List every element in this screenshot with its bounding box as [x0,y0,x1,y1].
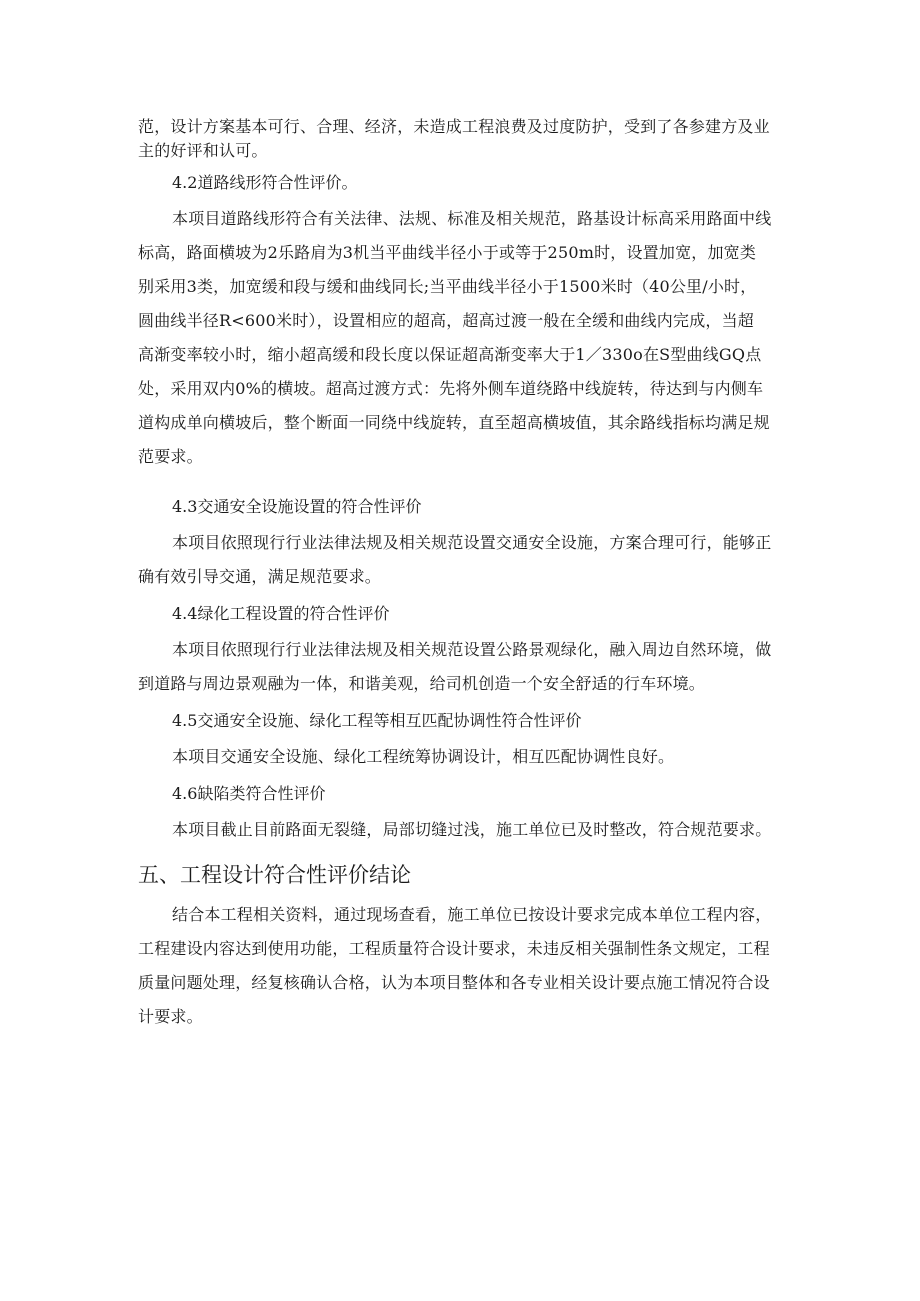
text-line: 别采用3类，加宽缓和段与缓和曲线同长;当平曲线半径小于1500米时（40公里/小时， [138,277,757,296]
paragraph-4-2 [138,202,771,474]
text-line: 本项目道路线形符合有关法律、法规、标准及相关规范，路基设计标高采用路面中线 [172,209,772,228]
paragraph-4-6 [138,813,771,847]
paragraph-4-5 [138,740,674,774]
text-line: 确有效引导交通，满足规范要求。 [138,567,382,586]
heading-4-5: 4.5交通安全设施、绿化工程等相互匹配协调性符合性评价 [172,711,582,730]
section-title-5: 五、工程设计符合性评价结论 [138,863,411,887]
text-line: 范，设计方案基本可行、合理、经济，未造成工程浪费及过度防护，受到了各参建方及业 [138,117,770,136]
text-line: 到道路与周边景观融为一体，和谐美观，给司机创造一个安全舒适的行车环境。 [138,674,706,693]
text-line: 本项目依照现行行业法律法规及相关规范设置交通安全设施，方案合理可行，能够正 [172,533,772,552]
text-line: 本项目截止目前路面无裂缝，局部切缝过浅，施工单位已及时整改，符合规范要求。 [172,820,772,839]
text-line: 道构成单向横坡后，整个断面一同绕中线旋转，直至超高横坡值，其余路线指标均满足规 [138,413,770,432]
text-line: 计要求。 [138,1007,203,1026]
text-line: 处，采用双内0%的横坡。超高过渡方式：先将外侧车道绕路中线旋转，待达到与内侧车 [138,379,764,398]
text-line: 范要求。 [138,447,203,466]
heading-4-3: 4.3交通安全设施设置的符合性评价 [172,497,422,516]
intro-paragraph [138,110,770,168]
text-line: 本项目依照现行行业法律法规及相关规范设置公路景观绿化，融入周边自然环境，做 [172,640,772,659]
heading-4-6: 4.6缺陷类符合性评价 [172,784,326,803]
text-line: 圆曲线半径R<600米时），设置相应的超高，超高过渡一般在全缓和曲线内完成，当超 [138,311,754,330]
paragraph-5 [138,898,771,1034]
paragraph-4-4 [138,633,771,701]
text-line: 高渐变率较小时，缩小超高缓和段长度以保证超高渐变率大于1／330o在S型曲线GQ点 [138,345,762,364]
text-line: 主的好评和认可。 [138,141,268,160]
heading-4-2: 4.2道路线形符合性评价。 [172,173,358,192]
text-line: 本项目交通安全设施、绿化工程统筹协调设计，相互匹配协调性良好。 [172,747,675,766]
text-line: 标高，路面横坡为2乐路肩为3机当平曲线半径小于或等于250m时，设置加宽，加宽类 [138,243,757,262]
text-line: 结合本工程相关资料，通过现场查看，施工单位已按设计要求完成本单位工程内容， [172,905,772,924]
heading-4-4: 4.4绿化工程设置的符合性评价 [172,604,390,623]
paragraph-4-3 [138,526,771,594]
text-line: 质量问题处理，经复核确认合格，认为本项目整体和各专业相关设计要点施工情况符合设 [138,973,770,992]
text-line: 工程建设内容达到使用功能，工程质量符合设计要求，未违反相关强制性条文规定，工程 [138,939,770,958]
